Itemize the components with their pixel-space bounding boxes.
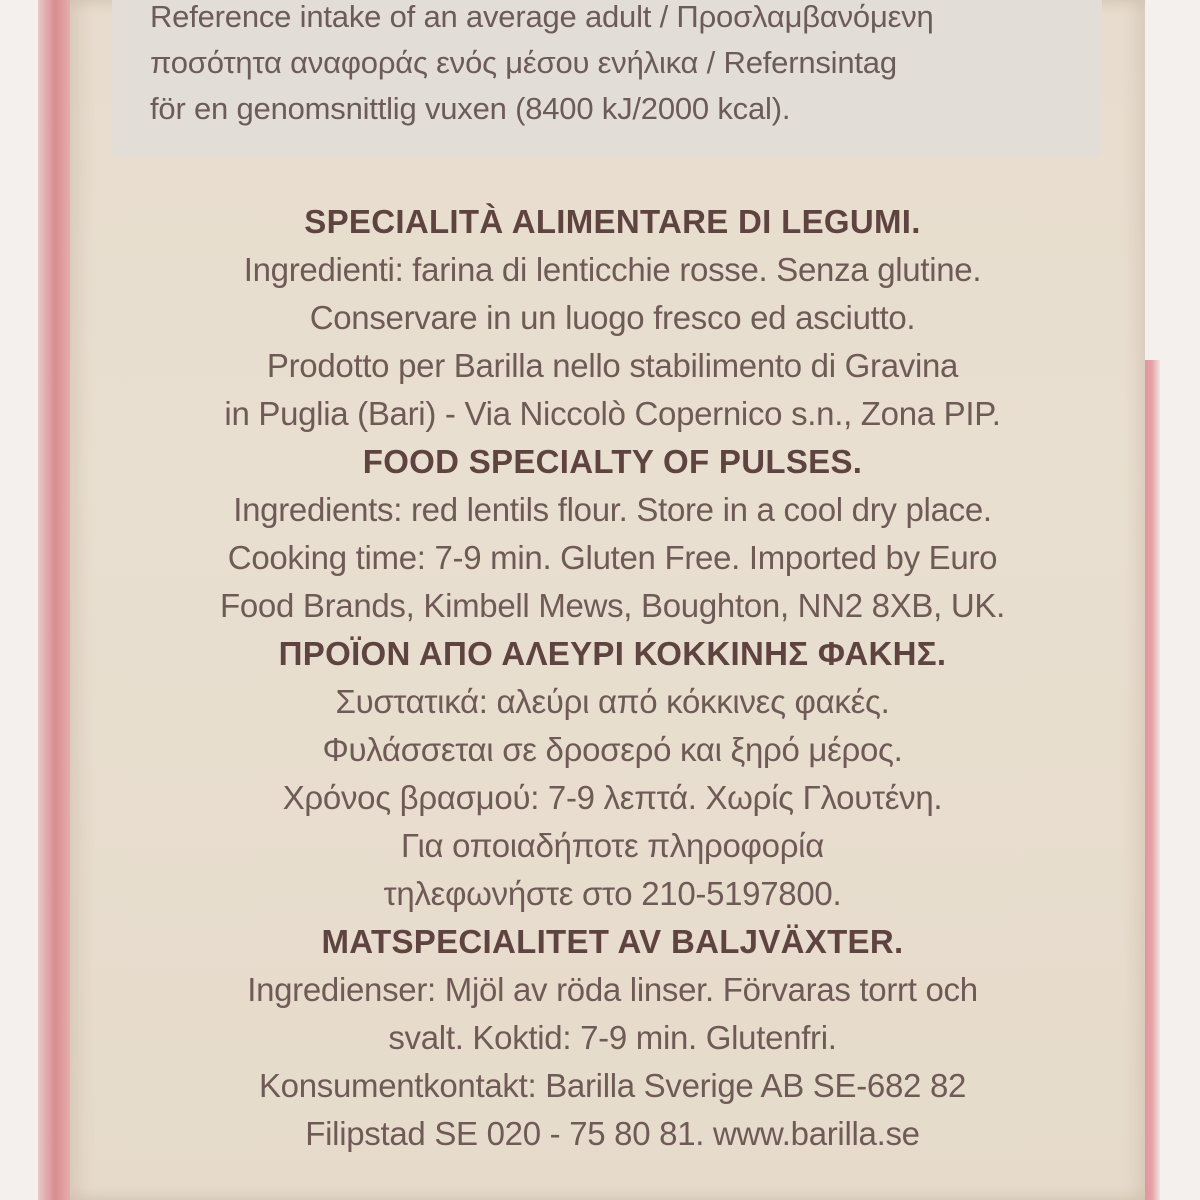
section-line: Food Brands, Kimbell Mews, Boughton, NN2 8XB, UK. — [219, 587, 1005, 624]
greek-section — [75, 630, 1150, 918]
section-line: Conservare in un luogo fresco ed asciutto. — [309, 299, 916, 336]
section-line: in Puglia (Bari) - Via Niccolò Copernico s.n., Zona PIP. — [224, 395, 1001, 432]
section-line: Filipstad SE 020 - 75 80 81. www.barilla.se — [305, 1115, 920, 1152]
section-line: Konsumentkontakt: Barilla Sverige AB SE-682 82 — [258, 1067, 967, 1104]
reference-intake-line: ποσότητα αναφοράς ενός μέσου ενήλικα / Refernsintag — [150, 45, 897, 80]
section-line: Συστατικά: αλεύρι από κόκκινες φακές. — [335, 683, 890, 720]
section-line: Χρόνος βρασμού: 7-9 λεπτά. Χωρίς Γλουτένη. — [282, 779, 943, 816]
reference-intake-line: Reference intake of an average adult / Προσλαμβανόμενη — [150, 0, 934, 34]
section-line: svalt. Koktid: 7-9 min. Glutenfri. — [388, 1019, 837, 1056]
section-line: Ingredients: red lentils flour. Store in a cool dry place. — [233, 491, 992, 528]
section-line: Φυλάσσεται σε δροσερό και ξηρό μέρος. — [322, 731, 903, 768]
reference-intake-line: för en genomsnittlig vuxen (8400 kJ/2000 kcal). — [150, 91, 791, 126]
reference-intake-note — [150, 0, 1100, 132]
english-section — [75, 438, 1150, 630]
section-heading: SPECIALITÀ ALIMENTARE DI LEGUMI. — [304, 203, 921, 240]
section-heading: ΠΡΟΪΟΝ ΑΠΟ ΑΛΕΥΡΙ ΚΟΚΚΙΝΗΣ ΦΑΚΗΣ. — [278, 635, 947, 672]
italian-section — [75, 198, 1150, 438]
section-heading: FOOD SPECIALTY OF PULSES. — [362, 443, 863, 480]
section-line: Για οποιαδήποτε πληροφορία — [401, 827, 824, 864]
section-line: Ingredienti: farina di lenticchie rosse. Senza glutine. — [243, 251, 982, 288]
section-line: Cooking time: 7-9 min. Gluten Free. Imported by Euro — [227, 539, 998, 576]
section-line: Ingredienser: Mjöl av röda linser. Förvaras torrt och — [247, 971, 978, 1008]
ingredients-text-block — [75, 198, 1150, 1158]
section-heading: MATSPECIALITET AV BALJVÄXTER. — [321, 923, 904, 960]
section-line: τηλεφωνήστε στο 210-5197800. — [383, 875, 842, 912]
swedish-section — [75, 918, 1150, 1158]
section-line: Prodotto per Barilla nello stabilimento di Gravina — [266, 347, 959, 384]
